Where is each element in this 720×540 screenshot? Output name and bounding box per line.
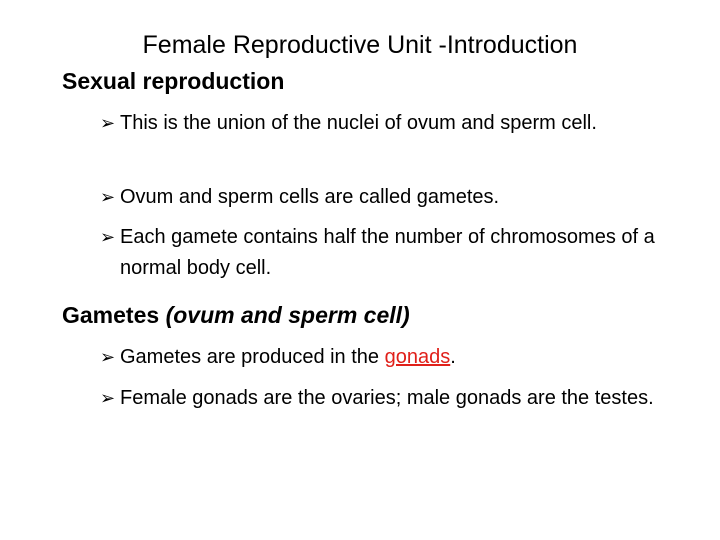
slide-title: Female Reproductive Unit -Introduction [142, 31, 578, 59]
bullet-item [100, 222, 690, 284]
section-heading-sexual-reproduction: Sexual reproduction [62, 68, 285, 94]
arrow-bullet-icon: ➢ [100, 113, 116, 133]
bullet-text [120, 342, 690, 373]
bullet-item [100, 108, 690, 139]
bullet-text: This is the union of the nuclei of ovum and sperm cell. [120, 112, 597, 134]
bullet-text: Ovum and sperm cells are called gametes. [120, 186, 500, 208]
arrow-bullet-icon: ➢ [100, 227, 116, 247]
bullet-item [100, 383, 690, 414]
section-heading-label: Gametes [62, 302, 160, 328]
bullet-text-after: . [450, 346, 456, 368]
bullet-text: Female gonads are the ovaries; male gonads are the testes. [120, 387, 654, 409]
section-heading-gametes [62, 300, 410, 330]
arrow-bullet-icon: ➢ [100, 187, 116, 207]
bullet-item [100, 342, 690, 373]
arrow-bullet-icon: ➢ [100, 347, 116, 367]
arrow-bullet-icon: ➢ [100, 388, 116, 408]
bullet-text-before: Gametes are produced in the [120, 346, 385, 368]
section-heading-paren: (ovum and sperm cell) [165, 302, 410, 328]
gonads-link[interactable]: gonads [384, 346, 451, 368]
bullet-text: Each gamete contains half the number of chromosomes of a normal body cell. [120, 226, 655, 279]
bullet-item [100, 182, 690, 213]
